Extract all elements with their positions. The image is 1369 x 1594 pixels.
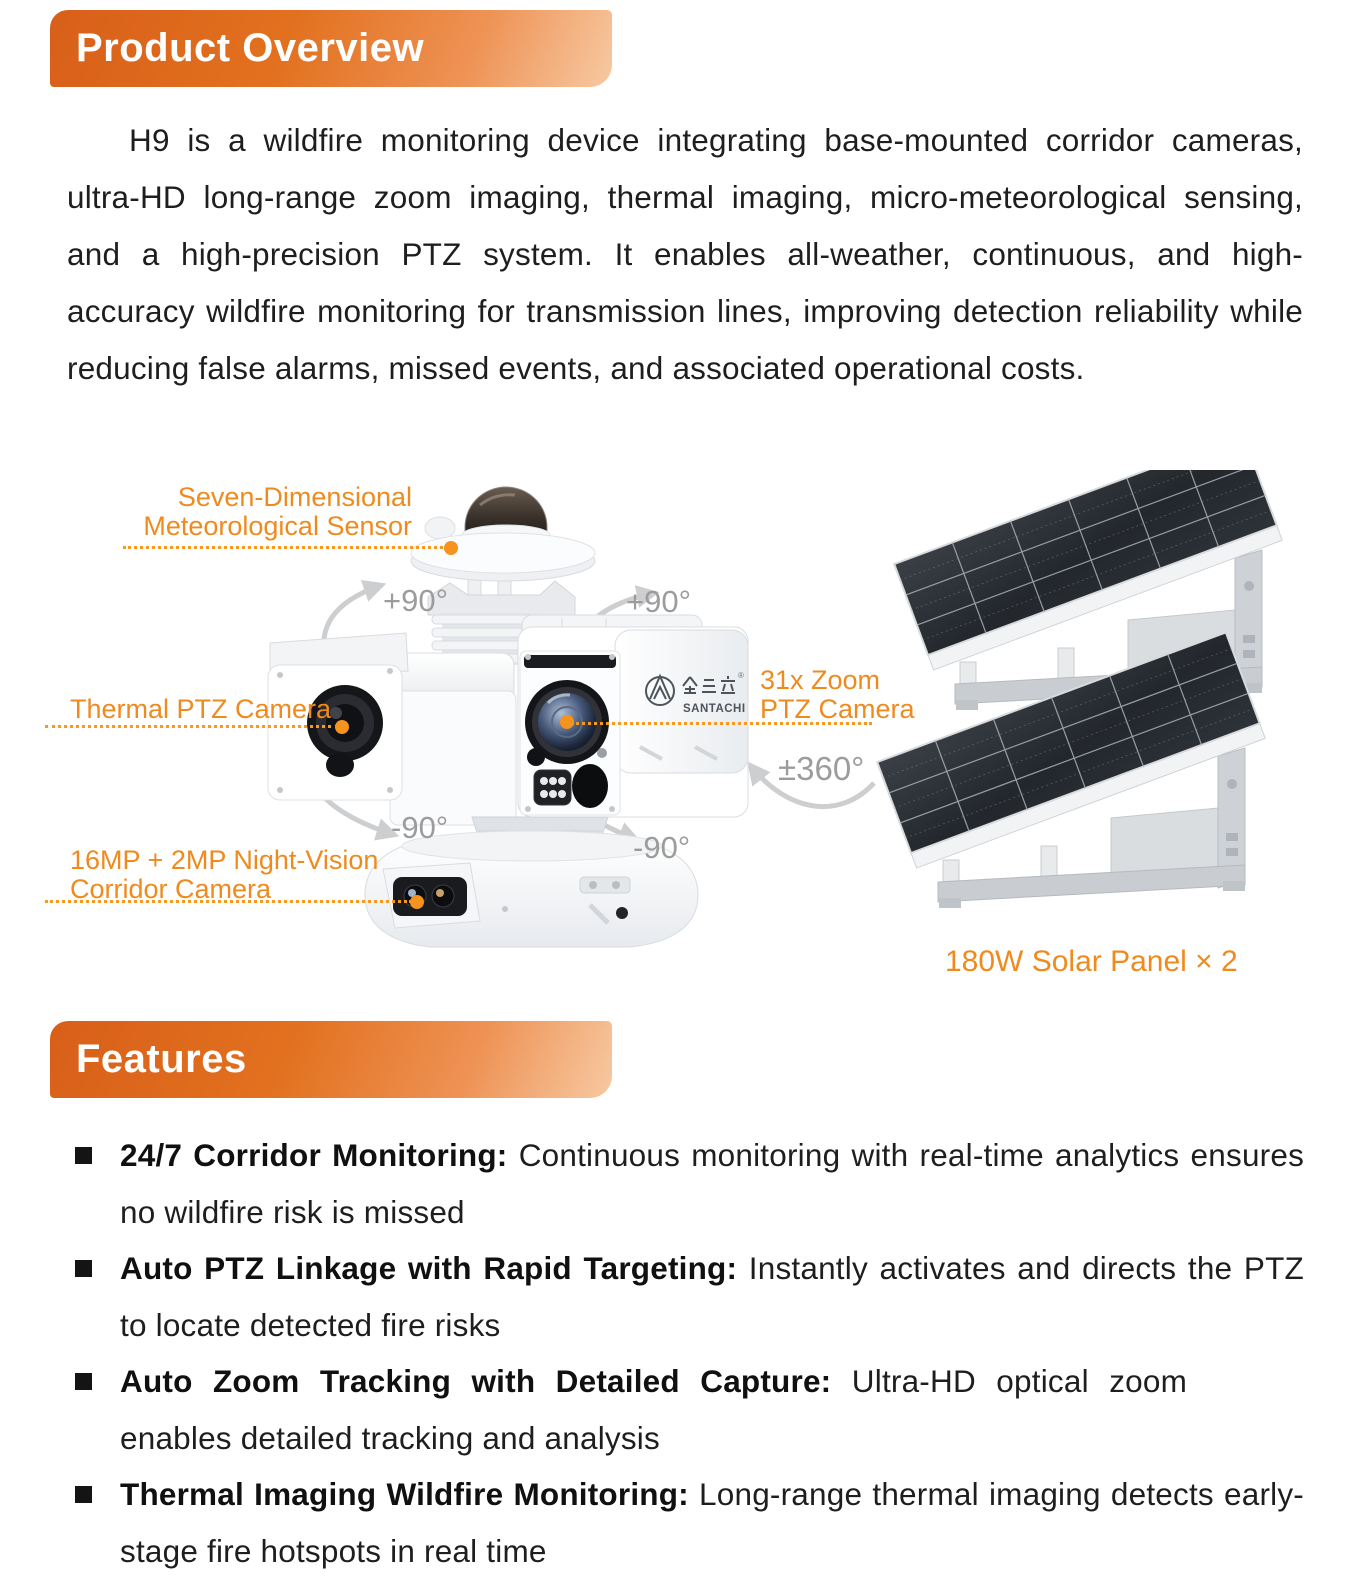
square-bullet-icon [75, 1260, 92, 1277]
features-title: Features [76, 1037, 247, 1081]
features-list [67, 1127, 1304, 1579]
feature-item-corridor-monitoring [67, 1127, 1304, 1240]
callout-dot-zoom [560, 715, 574, 729]
feature-body: Instantly activates and directs the PTZ to locate detected fire risks [120, 1250, 1304, 1343]
label-zoom-ptz-camera: 31x Zoom PTZ Camera [760, 665, 915, 724]
feature-heading: Auto Zoom Tracking with Detailed Capture: [120, 1363, 832, 1399]
callout-dot-corridor [410, 895, 424, 909]
feature-heading: Auto PTZ Linkage with Rapid Targeting: [120, 1250, 738, 1286]
product-diagram [0, 455, 1369, 1015]
feature-body: Ultra-HD optical zoom enables detailed tracking and analysis [120, 1363, 1188, 1456]
label-corridor-camera: 16MP + 2MP Night-Vision Corridor Camera [70, 845, 379, 904]
logo-latin-text: SANTACHI [683, 703, 746, 715]
logo-reg-mark: ® [738, 671, 744, 680]
angle-tilt-down-left: -90° [391, 810, 449, 845]
feature-body: Long-range thermal imaging detects early-stage fire hotspots in real time [120, 1476, 1304, 1569]
angle-pan-range: ±360° [778, 750, 865, 787]
feature-heading: 24/7 Corridor Monitoring: [120, 1137, 508, 1173]
section-banner-features [50, 1021, 612, 1098]
label-meteorological-sensor: Seven-Dimensional Meteorological Sensor [143, 482, 412, 541]
zoom-camera [518, 615, 748, 817]
feature-item-ptz-linkage [67, 1240, 1304, 1353]
callout-line-thermal [45, 725, 338, 728]
callout-line-met-sensor [123, 546, 448, 549]
angle-tilt-down-right: -90° [633, 830, 691, 865]
callout-dot-thermal [335, 720, 349, 734]
overview-paragraph: H9 is a wildfire monitoring device integrating base-mounted corridor cameras, ultra-HD long-range zoom imaging, thermal imaging, micro-meteorological sensing, and a high-precision PTZ system. It enables all-weather, continuous, and high-accuracy wildfire monitoring for transmission lines, improving detection reliability while reducing false alarms, missed events, and associated operational costs. [67, 122, 1303, 386]
square-bullet-icon [75, 1486, 92, 1503]
callout-dot-met-sensor [444, 541, 458, 555]
solar-panels-illustration [860, 470, 1330, 940]
angle-tilt-up-right: +90° [626, 584, 691, 619]
feature-item-zoom-tracking [67, 1353, 1187, 1466]
feature-body: Continuous monitoring with real-time analytics ensures no wildfire risk is missed [120, 1137, 1305, 1230]
label-solar-panel: 180W Solar Panel × 2 [945, 945, 1238, 978]
angle-tilt-up-left: +90° [383, 583, 448, 618]
product-overview-title: Product Overview [76, 26, 425, 70]
led-illuminator [534, 770, 571, 805]
feature-item-thermal-monitoring [67, 1466, 1304, 1579]
feature-heading: Thermal Imaging Wildfire Monitoring: [120, 1476, 689, 1512]
label-thermal-ptz-camera: Thermal PTZ Camera [70, 694, 332, 724]
square-bullet-icon [75, 1373, 92, 1390]
square-bullet-icon [75, 1147, 92, 1164]
section-banner-product-overview [50, 10, 612, 87]
